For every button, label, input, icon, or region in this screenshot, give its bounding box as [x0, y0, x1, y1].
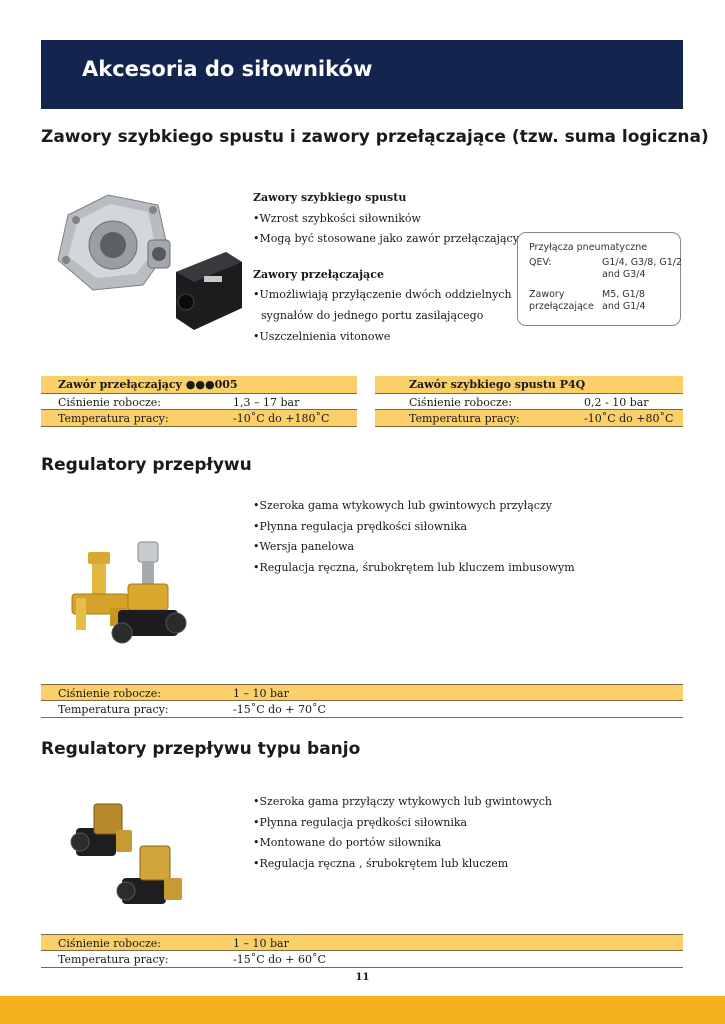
- list-item: • Płynna regulacja prędkości siłownika: [253, 813, 552, 834]
- banjo-feature-list: [253, 792, 552, 874]
- table-row: Ciśnienie robocze: 0,2 - 10 bar: [375, 393, 683, 410]
- banjo-regulator-image: [66, 800, 196, 910]
- table-row: Temperatura pracy: -15˚C do + 70˚C: [41, 701, 683, 718]
- table-row: Temperatura pracy: -10˚C do +80˚C: [375, 410, 683, 427]
- page-title: Akcesoria do siłowników: [82, 57, 373, 81]
- section-heading-flow-regulators: Regulatory przepływu: [41, 455, 252, 475]
- info-box-title: Przyłącza pneumatyczne: [529, 242, 648, 253]
- list-item: • Wersja panelowa: [253, 537, 575, 558]
- table-row: Ciśnienie robocze: 1,3 – 17 bar: [41, 393, 357, 410]
- list-item: • Regulacja ręczna , śrubokrętem lub kluczem: [253, 854, 552, 875]
- list-item: • Płynna regulacja prędkości siłownika: [253, 517, 575, 538]
- table-row: Ciśnienie robocze: 1 – 10 bar: [41, 934, 683, 951]
- list-item: • Szeroka gama przyłączy wtykowych lub gwintowych: [253, 792, 552, 813]
- group-title-quick-exhaust: Zawory szybkiego spustu: [253, 191, 407, 204]
- section-heading-quick-exhaust: Zawory szybkiego spustu i zawory przełączające (tzw. suma logiczna): [41, 127, 709, 147]
- list-item: • Szeroka gama wtykowych lub gwintowych przyłączy: [253, 496, 575, 517]
- list-item: • Regulacja ręczna, śrubokrętem lub kluczem imbusowym: [253, 558, 575, 579]
- table-row: Ciśnienie robocze: 1 – 10 bar: [41, 684, 683, 701]
- info-value-qev-1: G1/4, G3/8, G1/2: [602, 257, 683, 268]
- list-item: • Umożliwiają przyłączenie dwóch oddzielnych: [253, 285, 519, 306]
- list-item: • Mogą być stosowane jako zawór przełączający: [253, 229, 519, 250]
- info-label-shuttle-1: Zawory: [529, 289, 565, 300]
- table-row: Temperatura pracy: -15˚C do + 60˚C: [41, 951, 683, 968]
- header-banner: [41, 40, 683, 109]
- info-label-shuttle-2: przełączające: [529, 301, 594, 312]
- footer-bar: [0, 996, 725, 1024]
- connections-info-box: [517, 232, 681, 326]
- page-number: 11: [355, 972, 370, 983]
- list-item: • Montowane do portów siłownika: [253, 833, 552, 854]
- info-label-qev: QEV:: [529, 257, 552, 268]
- flow-regulator-image: [66, 538, 196, 658]
- spec-table-header-quick-exhaust: Zawór szybkiego spustu P4Q: [375, 376, 683, 393]
- list-item: • Uszczelnienia vitonowe: [253, 327, 519, 348]
- info-value-qev-2: and G3/4: [602, 269, 646, 280]
- spec-table-header-shuttle: Zawór przełączający ●●●005: [41, 376, 357, 393]
- flow-regulator-feature-list: [253, 496, 575, 578]
- quick-exhaust-feature-list: [253, 188, 519, 347]
- list-item-continued: sygnałów do jednego portu zasilającego: [261, 308, 484, 322]
- info-value-shuttle-2: and G1/4: [602, 301, 646, 312]
- section-heading-banjo-regulators: Regulatory przepływu typu banjo: [41, 739, 361, 759]
- info-value-shuttle-1: M5, G1/8: [602, 289, 645, 300]
- quick-exhaust-valve-image: [48, 190, 248, 340]
- group-title-shuttle: Zawory przełączające: [253, 267, 384, 281]
- list-item: • Wzrost szybkości siłowników: [253, 209, 519, 230]
- table-row: Temperatura pracy: -10˚C do +180˚C: [41, 410, 357, 427]
